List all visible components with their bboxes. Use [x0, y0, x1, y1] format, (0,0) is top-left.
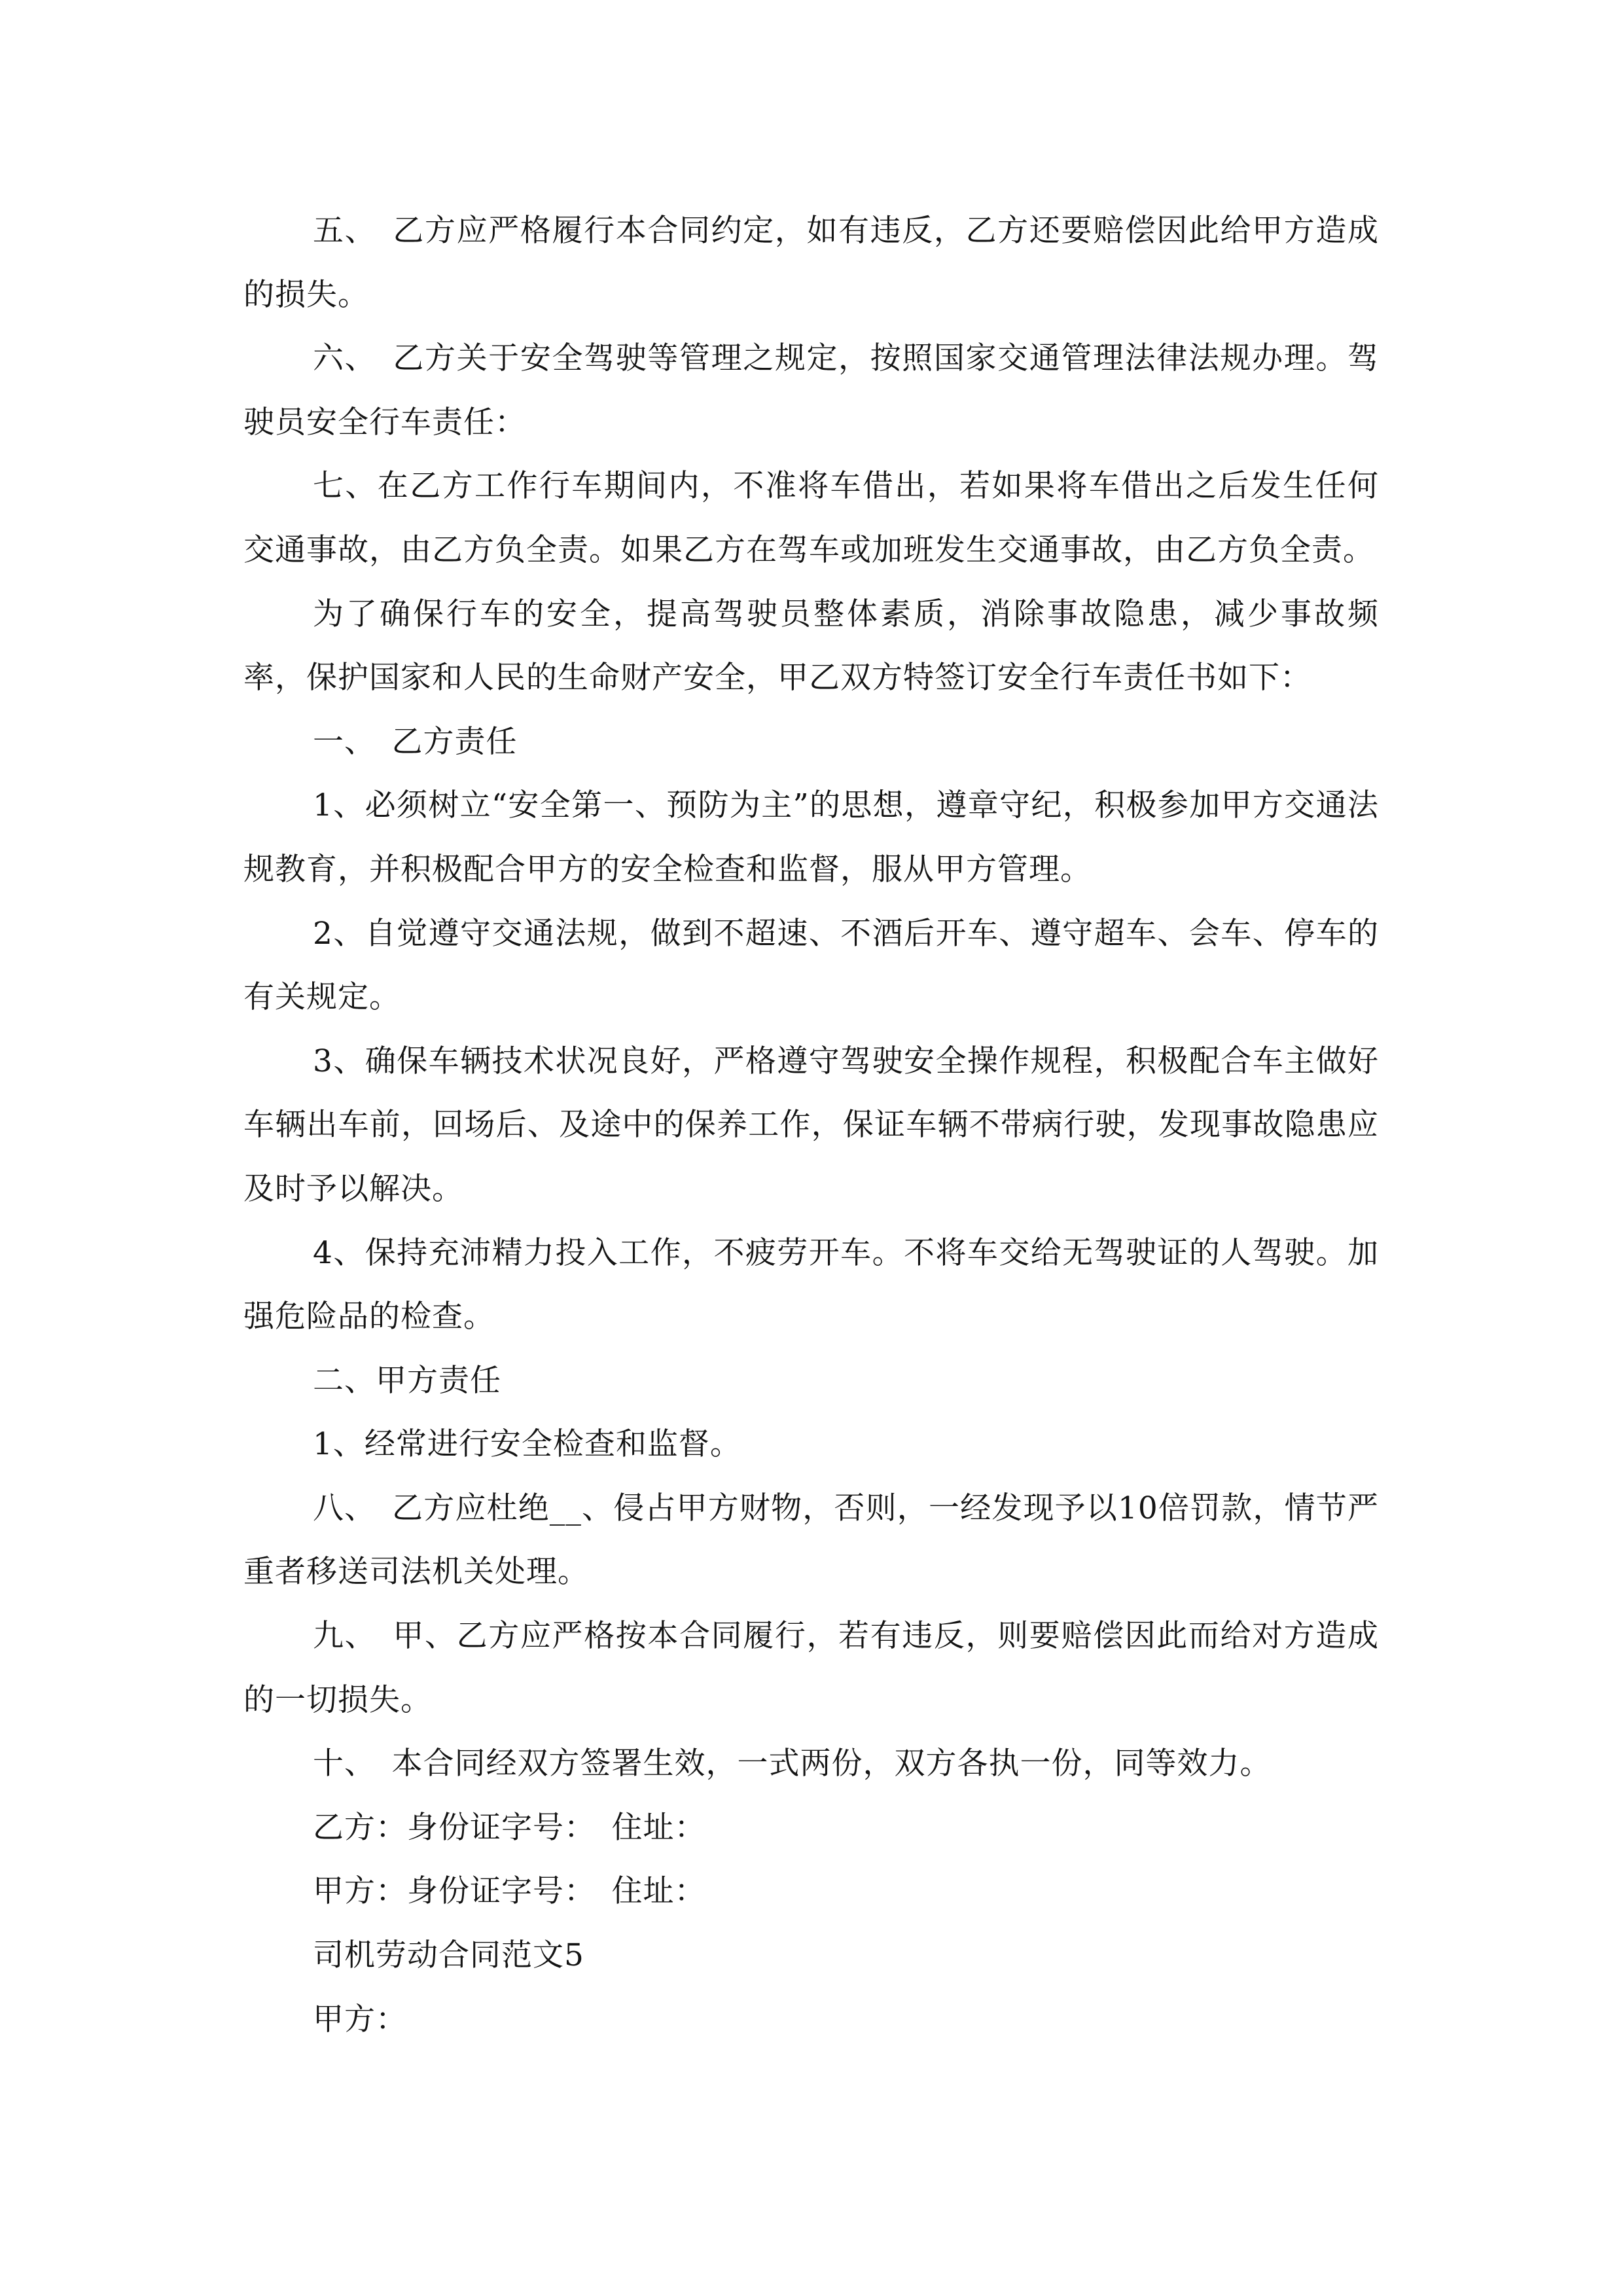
- party-b-item-2: 2、自觉遵守交通法规，做到不超速、不酒后开车、遵守超车、会车、停车的有关规定。: [243, 915, 1379, 1016]
- party-a-item-1: 1、经常进行安全检查和监督。: [313, 1426, 741, 1463]
- safety-intro: 为了确保行车的安全，提高驾驶员整体素质，消除事故隐患，减少事故频率，保护国家和人民的生命财产安全，甲乙双方特签订安全行车责任书如下：: [243, 596, 1379, 696]
- clause-10: 十、 本合同经双方签署生效，一式两份，双方各执一份，同等效力。: [313, 1746, 1272, 1782]
- clause-8: 八、 乙方应杜绝__、侵占甲方财物，否则，一经发现予以10倍罚款，情节严重者移送司法机关处理。: [243, 1490, 1379, 1590]
- party-b-item-3: 3、确保车辆技术状况良好，严格遵守驾驶安全操作规程，积极配合车主做好车辆出车前，回场后、及途中的保养工作，保证车辆不带病行驶，发现事故隐患应及时予以解决。: [243, 1043, 1379, 1207]
- document-body: [243, 199, 1379, 2051]
- clause-6: 六、 乙方关于安全驾驶等管理之规定，按照国家交通管理法律法规办理。驾驶员安全行车责任：: [243, 340, 1379, 440]
- party-b-signature-line: 乙方：身份证字号： 住址：: [313, 1809, 706, 1846]
- clause-7: 七、在乙方工作行车期间内，不准将车借出，若如果将车借出之后发生任何交通事故，由乙方负全责。如果乙方在驾车或加班发生交通事故，由乙方负全责。: [243, 468, 1379, 568]
- section-party-b-responsibility: 一、 乙方责任: [313, 723, 518, 760]
- clause-9: 九、 甲、乙方应严格按本合同履行，若有违反，则要赔偿因此而给对方造成的一切损失。: [243, 1618, 1379, 1718]
- section-party-a-responsibility: 二、甲方责任: [313, 1362, 501, 1399]
- party-b-item-4: 4、保持充沛精力投入工作，不疲劳开车。不将车交给无驾驶证的人驾驶。加强危险品的检查。: [243, 1234, 1379, 1335]
- party-a-signature-line: 甲方：身份证字号： 住址：: [313, 1873, 706, 1910]
- next-sample-party-a: 甲方：: [313, 2001, 407, 2037]
- next-sample-title: 司机劳动合同范文5: [313, 1937, 584, 1974]
- clause-5: 五、 乙方应严格履行本合同约定，如有违反，乙方还要赔偿因此给甲方造成的损失。: [243, 213, 1379, 313]
- party-b-item-1: 1、必须树立“安全第一、预防为主”的思想，遵章守纪，积极参加甲方交通法规教育，并积极配合甲方的安全检查和监督，服从甲方管理。: [243, 787, 1379, 888]
